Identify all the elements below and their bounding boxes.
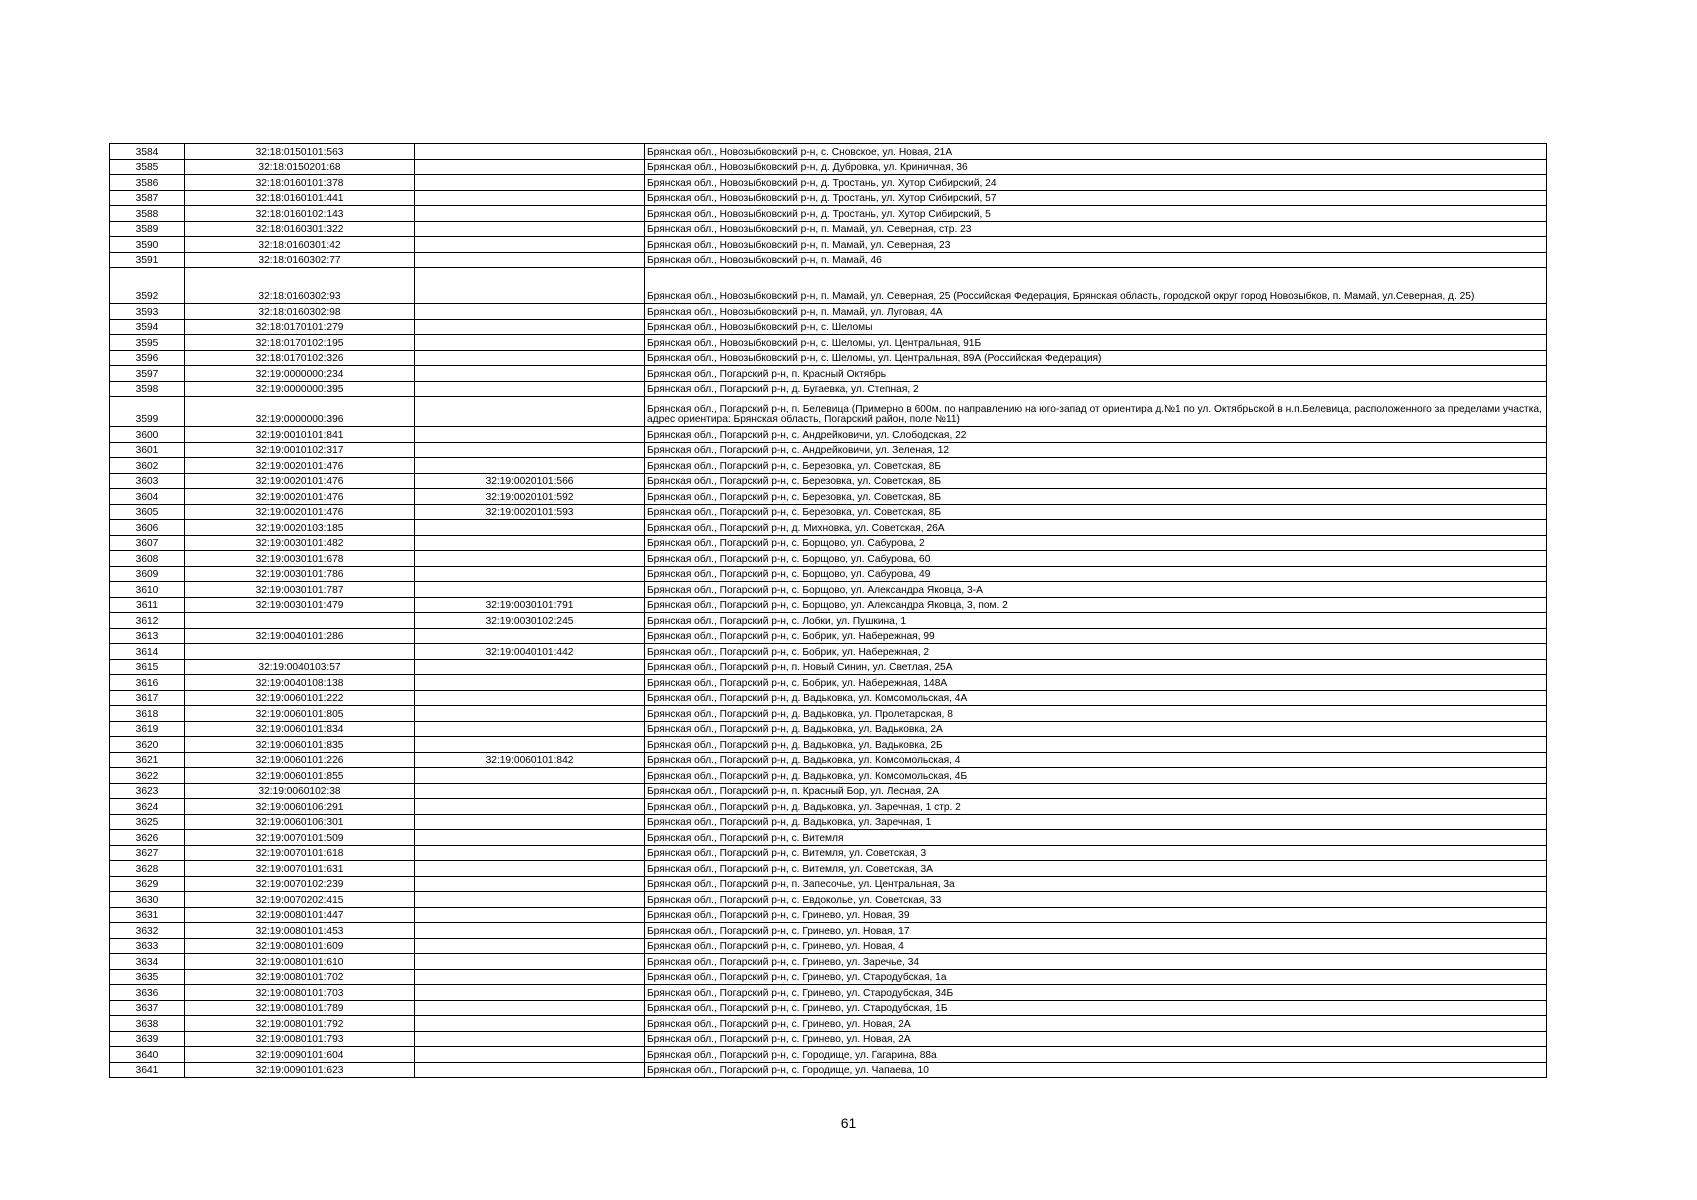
- row-number-cell: 3634: [110, 954, 185, 970]
- address-cell: Брянская обл., Погарский р-н, п. Запесочье, ул. Центральная, 3а: [645, 876, 1547, 892]
- row-number-cell: 3638: [110, 1016, 185, 1032]
- row-number-cell: 3595: [110, 335, 185, 351]
- address-cell: Брянская обл., Новозыбковский р-н, п. Мамай, ул. Северная, стр. 23: [645, 221, 1547, 237]
- row-number-cell: 3597: [110, 366, 185, 382]
- table-row: [110, 442, 1547, 458]
- table-row: [110, 985, 1547, 1001]
- table-row: [110, 551, 1547, 567]
- related-cadastral-number-cell: [415, 237, 645, 253]
- related-cadastral-number-cell: [415, 458, 645, 474]
- cadastral-number-cell: 32:18:0160302:77: [185, 252, 415, 268]
- row-number-cell: 3607: [110, 535, 185, 551]
- related-cadastral-number-cell: [415, 520, 645, 536]
- address-cell: Брянская обл., Погарский р-н, с. Березовка, ул. Советская, 8Б: [645, 458, 1547, 474]
- address-cell: Брянская обл., Новозыбковский р-н, с. Сновское, ул. Новая, 21А: [645, 144, 1547, 160]
- address-cell: Брянская обл., Погарский р-н, с. Городище, ул. Гагарина, 88а: [645, 1047, 1547, 1063]
- address-cell: Брянская обл., Погарский р-н, д. Вадьковка, ул. Вадьковка, 2А: [645, 721, 1547, 737]
- address-cell: Брянская обл., Погарский р-н, д. Вадьковка, ул. Вадьковка, 2Б: [645, 737, 1547, 753]
- address-cell: Брянская обл., Новозыбковский р-н, п. Мамай, ул. Луговая, 4А: [645, 304, 1547, 320]
- related-cadastral-number-cell: [415, 366, 645, 382]
- row-number-cell: 3614: [110, 644, 185, 660]
- row-number-cell: 3629: [110, 876, 185, 892]
- related-cadastral-number-cell: 32:19:0020101:593: [415, 504, 645, 520]
- related-cadastral-number-cell: [415, 252, 645, 268]
- table-row: [110, 675, 1547, 691]
- row-number-cell: 3610: [110, 582, 185, 598]
- cadastral-number-cell: 32:18:0170102:195: [185, 335, 415, 351]
- related-cadastral-number-cell: [415, 659, 645, 675]
- table-row: [110, 335, 1547, 351]
- cadastral-number-cell: 32:18:0160102:143: [185, 206, 415, 222]
- related-cadastral-number-cell: [415, 799, 645, 815]
- related-cadastral-number-cell: 32:19:0020101:566: [415, 473, 645, 489]
- related-cadastral-number-cell: [415, 535, 645, 551]
- related-cadastral-number-cell: [415, 985, 645, 1001]
- cadastral-number-cell: 32:19:0060101:834: [185, 721, 415, 737]
- table-row: [110, 783, 1547, 799]
- address-cell: Брянская обл., Погарский р-н, д. Вадьковка, ул. Комсомольская, 4: [645, 752, 1547, 768]
- address-cell: Брянская обл., Погарский р-н, с. Борщово, ул. Сабурова, 2: [645, 535, 1547, 551]
- cadastral-number-cell: 32:19:0020101:476: [185, 489, 415, 505]
- address-cell: Брянская обл., Погарский р-н, с. Гринево, ул. Новая, 4: [645, 938, 1547, 954]
- row-number-cell: 3616: [110, 675, 185, 691]
- table-row: [110, 458, 1547, 474]
- table-row: [110, 381, 1547, 397]
- table-row: [110, 1062, 1547, 1078]
- cadastral-number-cell: 32:19:0020101:476: [185, 473, 415, 489]
- row-number-cell: 3603: [110, 473, 185, 489]
- table-row: [110, 892, 1547, 908]
- table-row: [110, 504, 1547, 520]
- row-number-cell: 3618: [110, 706, 185, 722]
- address-cell: Брянская обл., Погарский р-н, с. Витемля, ул. Советская, 3: [645, 845, 1547, 861]
- cadastral-number-cell: 32:19:0020103:185: [185, 520, 415, 536]
- table-row: [110, 144, 1547, 160]
- table-row: [110, 268, 1547, 304]
- table-row: [110, 1047, 1547, 1063]
- cadastral-number-cell: [185, 613, 415, 629]
- cadastral-number-cell: [185, 644, 415, 660]
- row-number-cell: 3633: [110, 938, 185, 954]
- address-cell: Брянская обл., Погарский р-н, д. Вадьковка, ул. Пролетарская, 8: [645, 706, 1547, 722]
- table-row: [110, 566, 1547, 582]
- row-number-cell: 3635: [110, 969, 185, 985]
- address-cell: Брянская обл., Погарский р-н, д. Бугаевка, ул. Степная, 2: [645, 381, 1547, 397]
- address-cell: Брянская обл., Погарский р-н, с. Бобрик, ул. Набережная, 148А: [645, 675, 1547, 691]
- row-number-cell: 3624: [110, 799, 185, 815]
- related-cadastral-number-cell: [415, 628, 645, 644]
- row-number-cell: 3608: [110, 551, 185, 567]
- cadastral-number-cell: 32:19:0030101:678: [185, 551, 415, 567]
- row-number-cell: 3632: [110, 923, 185, 939]
- cadastral-number-cell: 32:18:0160301:322: [185, 221, 415, 237]
- related-cadastral-number-cell: 32:19:0030102:245: [415, 613, 645, 629]
- related-cadastral-number-cell: [415, 830, 645, 846]
- table-row: [110, 690, 1547, 706]
- table-row: [110, 799, 1547, 815]
- related-cadastral-number-cell: [415, 737, 645, 753]
- cadastral-number-cell: 32:19:0040103:57: [185, 659, 415, 675]
- cadastral-number-cell: 32:19:0080101:453: [185, 923, 415, 939]
- cadastral-number-cell: 32:19:0060106:301: [185, 814, 415, 830]
- row-number-cell: 3589: [110, 221, 185, 237]
- table-row: [110, 969, 1547, 985]
- row-number-cell: 3637: [110, 1000, 185, 1016]
- row-number-cell: 3613: [110, 628, 185, 644]
- table-row: [110, 706, 1547, 722]
- table-row: [110, 397, 1547, 427]
- row-number-cell: 3602: [110, 458, 185, 474]
- cadastral-number-cell: 32:18:0160101:441: [185, 190, 415, 206]
- table-row: [110, 1016, 1547, 1032]
- cadastral-number-cell: 32:18:0160302:93: [185, 268, 415, 304]
- address-cell: Брянская обл., Погарский р-н, с. Евдоколье, ул. Советская, 33: [645, 892, 1547, 908]
- cadastral-number-cell: 32:19:0040101:286: [185, 628, 415, 644]
- table-row: [110, 473, 1547, 489]
- row-number-cell: 3631: [110, 907, 185, 923]
- table-row: [110, 644, 1547, 660]
- cadastral-number-cell: 32:19:0080101:610: [185, 954, 415, 970]
- row-number-cell: 3606: [110, 520, 185, 536]
- table-row: [110, 304, 1547, 320]
- cadastral-number-cell: 32:19:0070101:631: [185, 861, 415, 877]
- table-row: [110, 861, 1547, 877]
- row-number-cell: 3601: [110, 442, 185, 458]
- related-cadastral-number-cell: [415, 938, 645, 954]
- cadastral-number-cell: 32:18:0160301:42: [185, 237, 415, 253]
- row-number-cell: 3593: [110, 304, 185, 320]
- table-row: [110, 252, 1547, 268]
- row-number-cell: 3591: [110, 252, 185, 268]
- table-row: [110, 237, 1547, 253]
- related-cadastral-number-cell: [415, 892, 645, 908]
- related-cadastral-number-cell: [415, 1000, 645, 1016]
- table-row: [110, 845, 1547, 861]
- address-cell: Брянская обл., Погарский р-н, с. Гринево, ул. Стародубская, 1Б: [645, 1000, 1547, 1016]
- cadastral-number-cell: 32:19:0060101:835: [185, 737, 415, 753]
- table-row: [110, 221, 1547, 237]
- row-number-cell: 3626: [110, 830, 185, 846]
- address-cell: Брянская обл., Новозыбковский р-н, п. Мамай, ул. Северная, 25 (Российская Федерация, Брянская область, городской округ город Новозыбков, п. Мамай, ул.Северная, д. 25): [645, 268, 1547, 304]
- address-cell: Брянская обл., Погарский р-н, с. Борщово, ул. Александра Яковца, 3, пом. 2: [645, 597, 1547, 613]
- property-register-table-container: [109, 143, 1546, 1078]
- related-cadastral-number-cell: [415, 190, 645, 206]
- address-cell: Брянская обл., Погарский р-н, д. Михновка, ул. Советская, 26А: [645, 520, 1547, 536]
- table-row: [110, 938, 1547, 954]
- address-cell: Брянская обл., Погарский р-н, с. Гринево, ул. Новая, 39: [645, 907, 1547, 923]
- address-cell: Брянская обл., Погарский р-н, с. Гринево, ул. Стародубская, 1а: [645, 969, 1547, 985]
- table-row: [110, 535, 1547, 551]
- related-cadastral-number-cell: [415, 381, 645, 397]
- address-cell: Брянская обл., Погарский р-н, с. Витемля: [645, 830, 1547, 846]
- table-row: [110, 1031, 1547, 1047]
- address-cell: Брянская обл., Погарский р-н, д. Вадьковка, ул. Заречная, 1: [645, 814, 1547, 830]
- row-number-cell: 3596: [110, 350, 185, 366]
- property-register-table: [109, 143, 1547, 1078]
- row-number-cell: 3625: [110, 814, 185, 830]
- cadastral-number-cell: 32:18:0160302:98: [185, 304, 415, 320]
- row-number-cell: 3612: [110, 613, 185, 629]
- table-row: [110, 582, 1547, 598]
- related-cadastral-number-cell: 32:19:0030101:791: [415, 597, 645, 613]
- table-row: [110, 597, 1547, 613]
- row-number-cell: 3594: [110, 319, 185, 335]
- cadastral-number-cell: 32:19:0010101:841: [185, 427, 415, 443]
- address-cell: Брянская обл., Новозыбковский р-н, д. Тростань, ул. Хутор Сибирский, 57: [645, 190, 1547, 206]
- row-number-cell: 3628: [110, 861, 185, 877]
- table-row: [110, 721, 1547, 737]
- address-cell: Брянская обл., Погарский р-н, с. Андрейковичи, ул. Зеленая, 12: [645, 442, 1547, 458]
- cadastral-number-cell: 32:19:0060102:38: [185, 783, 415, 799]
- address-cell: Брянская обл., Погарский р-н, п. Новый Синин, ул. Светлая, 25А: [645, 659, 1547, 675]
- cadastral-number-cell: 32:19:0060101:805: [185, 706, 415, 722]
- address-cell: Брянская обл., Погарский р-н, с. Гринево, ул. Заречье, 34: [645, 954, 1547, 970]
- row-number-cell: 3587: [110, 190, 185, 206]
- row-number-cell: 3609: [110, 566, 185, 582]
- cadastral-number-cell: 32:19:0060101:855: [185, 768, 415, 784]
- related-cadastral-number-cell: [415, 969, 645, 985]
- table-row: [110, 954, 1547, 970]
- related-cadastral-number-cell: [415, 427, 645, 443]
- table-row: [110, 907, 1547, 923]
- address-cell: Брянская обл., Погарский р-н, с. Березовка, ул. Советская, 8Б: [645, 489, 1547, 505]
- related-cadastral-number-cell: [415, 783, 645, 799]
- address-cell: Брянская обл., Погарский р-н, д. Вадьковка, ул. Комсомольская, 4Б: [645, 768, 1547, 784]
- address-cell: Брянская обл., Погарский р-н, д. Вадьковка, ул. Заречная, 1 стр. 2: [645, 799, 1547, 815]
- row-number-cell: 3611: [110, 597, 185, 613]
- cadastral-number-cell: 32:19:0070101:509: [185, 830, 415, 846]
- cadastral-number-cell: 32:19:0030101:479: [185, 597, 415, 613]
- address-cell: Брянская обл., Погарский р-н, п. Белевица (Примерно в 600м. по направлению на юго-запад от ориентира д.№1 по ул. Октябрьской в н.п.Белевица, расположенного за пределами участка, адрес ориентира: Брянская область, Погарский район, поле №11): [645, 397, 1547, 427]
- address-cell: Брянская обл., Погарский р-н, с. Борщово, ул. Сабурова, 60: [645, 551, 1547, 567]
- related-cadastral-number-cell: [415, 876, 645, 892]
- table-row: [110, 159, 1547, 175]
- related-cadastral-number-cell: [415, 923, 645, 939]
- row-number-cell: 3615: [110, 659, 185, 675]
- related-cadastral-number-cell: [415, 551, 645, 567]
- row-number-cell: 3622: [110, 768, 185, 784]
- related-cadastral-number-cell: [415, 566, 645, 582]
- address-cell: Брянская обл., Новозыбковский р-н, п. Мамай, ул. Северная, 23: [645, 237, 1547, 253]
- related-cadastral-number-cell: [415, 1062, 645, 1078]
- cadastral-number-cell: 32:18:0160101:378: [185, 175, 415, 191]
- related-cadastral-number-cell: 32:19:0020101:592: [415, 489, 645, 505]
- table-row: [110, 350, 1547, 366]
- address-cell: Брянская обл., Погарский р-н, с. Лобки, ул. Пушкина, 1: [645, 613, 1547, 629]
- cadastral-number-cell: 32:19:0070101:618: [185, 845, 415, 861]
- row-number-cell: 3621: [110, 752, 185, 768]
- row-number-cell: 3639: [110, 1031, 185, 1047]
- row-number-cell: 3641: [110, 1062, 185, 1078]
- address-cell: Брянская обл., Погарский р-н, с. Гринево, ул. Стародубская, 34Б: [645, 985, 1547, 1001]
- cadastral-number-cell: 32:19:0020101:476: [185, 458, 415, 474]
- row-number-cell: 3588: [110, 206, 185, 222]
- table-row: [110, 923, 1547, 939]
- table-row: [110, 659, 1547, 675]
- cadastral-number-cell: 32:19:0090101:623: [185, 1062, 415, 1078]
- address-cell: Брянская обл., Погарский р-н, с. Андрейковичи, ул. Слободская, 22: [645, 427, 1547, 443]
- cadastral-number-cell: 32:18:0170102:326: [185, 350, 415, 366]
- cadastral-number-cell: 32:19:0070102:239: [185, 876, 415, 892]
- cadastral-number-cell: 32:19:0000000:396: [185, 397, 415, 427]
- related-cadastral-number-cell: [415, 221, 645, 237]
- table-row: [110, 520, 1547, 536]
- table-row: [110, 489, 1547, 505]
- row-number-cell: 3584: [110, 144, 185, 160]
- address-cell: Брянская обл., Погарский р-н, п. Красный Бор, ул. Лесная, 2А: [645, 783, 1547, 799]
- cadastral-number-cell: 32:19:0000000:234: [185, 366, 415, 382]
- address-cell: Брянская обл., Погарский р-н, с. Гринево, ул. Новая, 2А: [645, 1031, 1547, 1047]
- address-cell: Брянская обл., Погарский р-н, с. Гринево, ул. Новая, 17: [645, 923, 1547, 939]
- table-body: [110, 144, 1547, 1078]
- address-cell: Брянская обл., Погарский р-н, с. Гринево, ул. Новая, 2А: [645, 1016, 1547, 1032]
- address-cell: Брянская обл., Погарский р-н, с. Березовка, ул. Советская, 8Б: [645, 504, 1547, 520]
- related-cadastral-number-cell: [415, 954, 645, 970]
- cadastral-number-cell: 32:19:0030101:787: [185, 582, 415, 598]
- cadastral-number-cell: 32:18:0170101:279: [185, 319, 415, 335]
- row-number-cell: 3617: [110, 690, 185, 706]
- table-row: [110, 366, 1547, 382]
- related-cadastral-number-cell: [415, 706, 645, 722]
- table-row: [110, 876, 1547, 892]
- address-cell: Брянская обл., Новозыбковский р-н, д. Тростань, ул. Хутор Сибирский, 5: [645, 206, 1547, 222]
- cadastral-number-cell: 32:19:0080101:703: [185, 985, 415, 1001]
- related-cadastral-number-cell: [415, 350, 645, 366]
- cadastral-number-cell: 32:19:0090101:604: [185, 1047, 415, 1063]
- address-cell: Брянская обл., Погарский р-н, д. Вадьковка, ул. Комсомольская, 4А: [645, 690, 1547, 706]
- table-row: [110, 628, 1547, 644]
- table-row: [110, 814, 1547, 830]
- row-number-cell: 3619: [110, 721, 185, 737]
- related-cadastral-number-cell: [415, 397, 645, 427]
- cadastral-number-cell: 32:19:0060101:226: [185, 752, 415, 768]
- related-cadastral-number-cell: [415, 175, 645, 191]
- related-cadastral-number-cell: [415, 1031, 645, 1047]
- related-cadastral-number-cell: [415, 814, 645, 830]
- address-cell: Брянская обл., Погарский р-н, с. Городище, ул. Чапаева, 10: [645, 1062, 1547, 1078]
- cadastral-number-cell: 32:19:0000000:395: [185, 381, 415, 397]
- row-number-cell: 3590: [110, 237, 185, 253]
- related-cadastral-number-cell: [415, 721, 645, 737]
- address-cell: Брянская обл., Новозыбковский р-н, д. Дубровка, ул. Криничная, 36: [645, 159, 1547, 175]
- related-cadastral-number-cell: [415, 675, 645, 691]
- related-cadastral-number-cell: 32:19:0040101:442: [415, 644, 645, 660]
- related-cadastral-number-cell: [415, 768, 645, 784]
- row-number-cell: 3604: [110, 489, 185, 505]
- related-cadastral-number-cell: [415, 907, 645, 923]
- related-cadastral-number-cell: [415, 268, 645, 304]
- row-number-cell: 3592: [110, 268, 185, 304]
- cadastral-number-cell: 32:18:0150101:563: [185, 144, 415, 160]
- address-cell: Брянская обл., Новозыбковский р-н, с. Шеломы, ул. Центральная, 91Б: [645, 335, 1547, 351]
- cadastral-number-cell: 32:19:0080101:789: [185, 1000, 415, 1016]
- row-number-cell: 3598: [110, 381, 185, 397]
- address-cell: Брянская обл., Погарский р-н, с. Витемля, ул. Советская, 3А: [645, 861, 1547, 877]
- cadastral-number-cell: 32:19:0020101:476: [185, 504, 415, 520]
- address-cell: Брянская обл., Новозыбковский р-н, с. Шеломы, ул. Центральная, 89А (Российская Федерация): [645, 350, 1547, 366]
- table-row: [110, 175, 1547, 191]
- cadastral-number-cell: 32:19:0010102:317: [185, 442, 415, 458]
- address-cell: Брянская обл., Новозыбковский р-н, д. Тростань, ул. Хутор Сибирский, 24: [645, 175, 1547, 191]
- row-number-cell: 3636: [110, 985, 185, 1001]
- cadastral-number-cell: 32:19:0040108:138: [185, 675, 415, 691]
- related-cadastral-number-cell: [415, 335, 645, 351]
- cadastral-number-cell: 32:19:0060106:291: [185, 799, 415, 815]
- table-row: [110, 737, 1547, 753]
- table-row: [110, 427, 1547, 443]
- related-cadastral-number-cell: [415, 582, 645, 598]
- row-number-cell: 3605: [110, 504, 185, 520]
- related-cadastral-number-cell: [415, 206, 645, 222]
- cadastral-number-cell: 32:19:0080101:792: [185, 1016, 415, 1032]
- table-row: [110, 752, 1547, 768]
- address-cell: Брянская обл., Новозыбковский р-н, с. Шеломы: [645, 319, 1547, 335]
- row-number-cell: 3600: [110, 427, 185, 443]
- related-cadastral-number-cell: [415, 845, 645, 861]
- row-number-cell: 3623: [110, 783, 185, 799]
- related-cadastral-number-cell: [415, 1047, 645, 1063]
- table-row: [110, 830, 1547, 846]
- address-cell: Брянская обл., Новозыбковский р-н, п. Мамай, 46: [645, 252, 1547, 268]
- cadastral-number-cell: 32:19:0030101:786: [185, 566, 415, 582]
- table-row: [110, 768, 1547, 784]
- related-cadastral-number-cell: [415, 144, 645, 160]
- cadastral-number-cell: 32:19:0080101:447: [185, 907, 415, 923]
- address-cell: Брянская обл., Погарский р-н, с. Борщово, ул. Александра Яковца, 3-А: [645, 582, 1547, 598]
- cadastral-number-cell: 32:19:0080101:702: [185, 969, 415, 985]
- cadastral-number-cell: 32:19:0060101:222: [185, 690, 415, 706]
- address-cell: Брянская обл., Погарский р-н, с. Березовка, ул. Советская, 8Б: [645, 473, 1547, 489]
- table-row: [110, 1000, 1547, 1016]
- address-cell: Брянская обл., Погарский р-н, с. Борщово, ул. Сабурова, 49: [645, 566, 1547, 582]
- table-row: [110, 206, 1547, 222]
- cadastral-number-cell: 32:19:0070202:415: [185, 892, 415, 908]
- row-number-cell: 3630: [110, 892, 185, 908]
- cadastral-number-cell: 32:19:0080101:793: [185, 1031, 415, 1047]
- related-cadastral-number-cell: [415, 159, 645, 175]
- related-cadastral-number-cell: [415, 861, 645, 877]
- address-cell: Брянская обл., Погарский р-н, с. Бобрик, ул. Набережная, 2: [645, 644, 1547, 660]
- cadastral-number-cell: 32:19:0080101:609: [185, 938, 415, 954]
- table-row: [110, 190, 1547, 206]
- page-number: 61: [840, 1115, 857, 1131]
- address-cell: Брянская обл., Погарский р-н, с. Бобрик, ул. Набережная, 99: [645, 628, 1547, 644]
- related-cadastral-number-cell: [415, 1016, 645, 1032]
- table-row: [110, 319, 1547, 335]
- row-number-cell: 3640: [110, 1047, 185, 1063]
- related-cadastral-number-cell: 32:19:0060101:842: [415, 752, 645, 768]
- related-cadastral-number-cell: [415, 442, 645, 458]
- row-number-cell: 3620: [110, 737, 185, 753]
- table-row: [110, 613, 1547, 629]
- row-number-cell: 3585: [110, 159, 185, 175]
- row-number-cell: 3599: [110, 397, 185, 427]
- row-number-cell: 3586: [110, 175, 185, 191]
- cadastral-number-cell: 32:18:0150201:68: [185, 159, 415, 175]
- related-cadastral-number-cell: [415, 304, 645, 320]
- address-cell: Брянская обл., Погарский р-н, п. Красный Октябрь: [645, 366, 1547, 382]
- cadastral-number-cell: 32:19:0030101:482: [185, 535, 415, 551]
- related-cadastral-number-cell: [415, 690, 645, 706]
- row-number-cell: 3627: [110, 845, 185, 861]
- related-cadastral-number-cell: [415, 319, 645, 335]
